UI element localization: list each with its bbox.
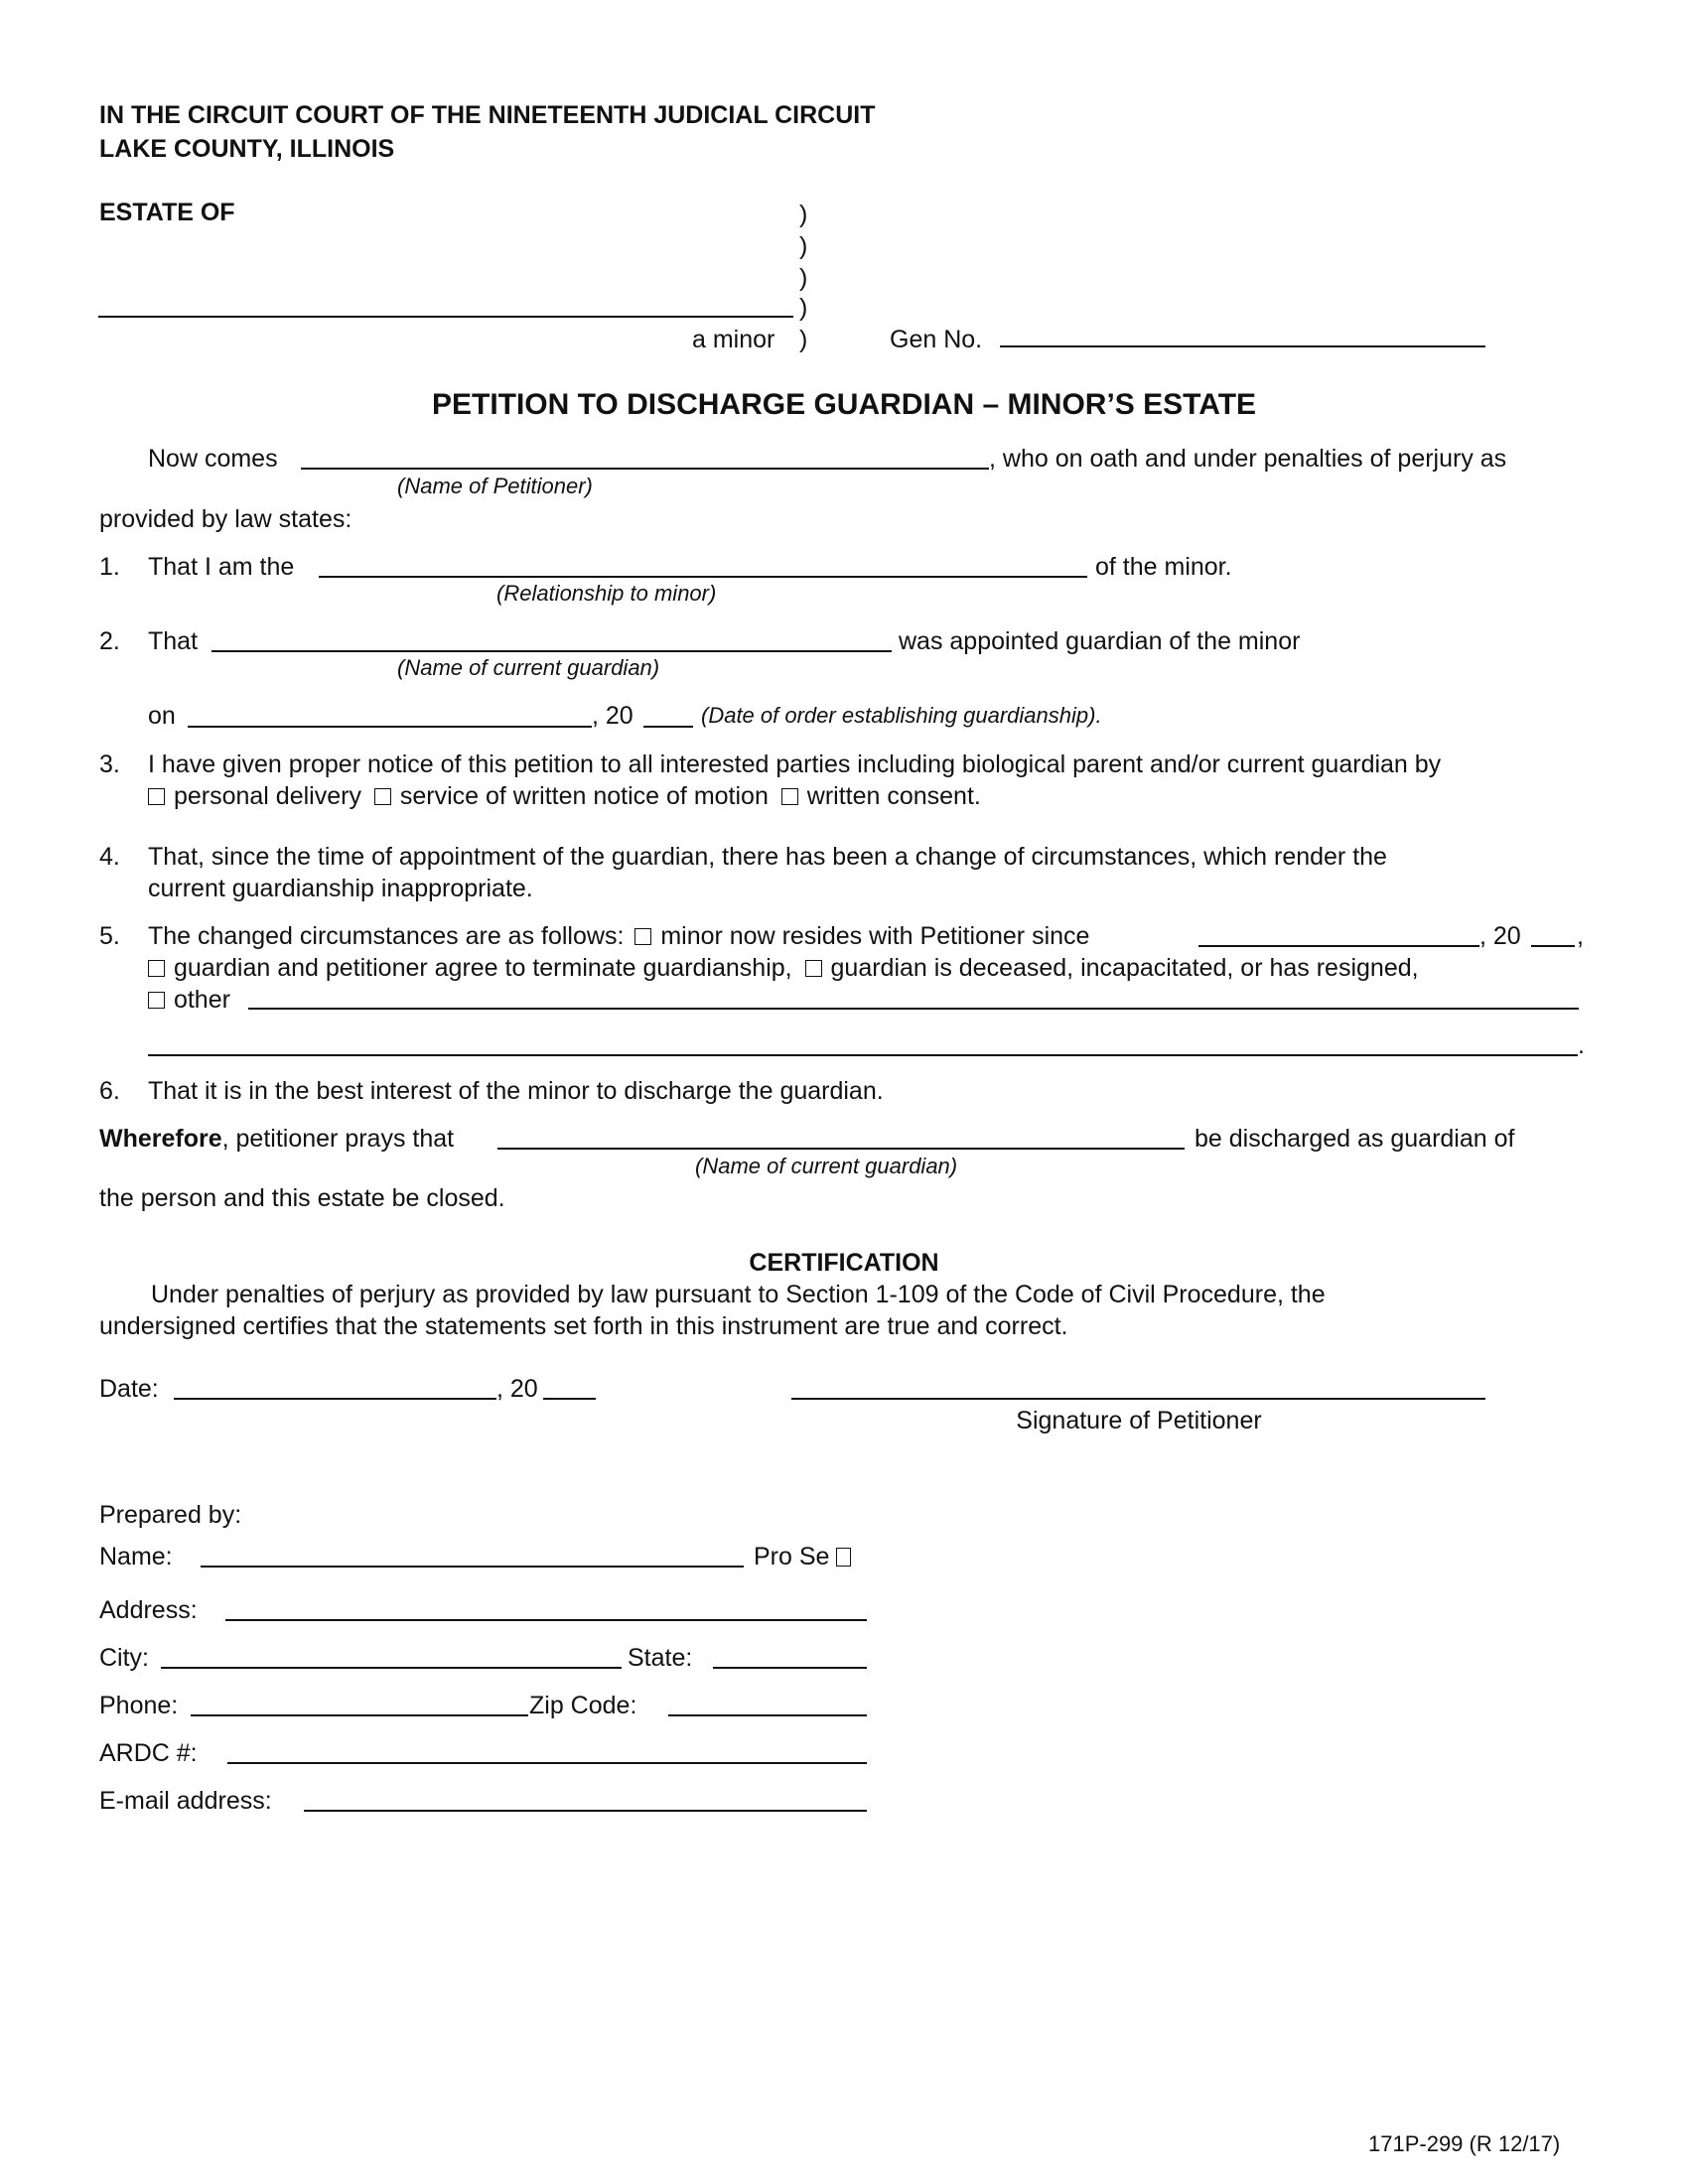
certification-text-line2: undersigned certifies that the statements set forth in this instrument are true and correct.	[99, 1312, 1068, 1340]
agree-terminate-label: guardian and petitioner agree to terminate guardianship,	[173, 954, 792, 982]
signature-year-field[interactable]	[543, 1398, 596, 1400]
other-explanation-field-line2[interactable]	[148, 1054, 1578, 1056]
guardian-deceased-checkbox[interactable]	[805, 960, 822, 977]
written-notice-label: service of written notice of motion	[399, 782, 769, 810]
page-title: PETITION TO DISCHARGE GUARDIAN – MINOR’S ESTATE	[431, 388, 1257, 421]
ardc-label: ARDC #:	[99, 1739, 198, 1767]
agree-terminate-checkbox[interactable]	[148, 960, 165, 977]
item-number: 5.	[99, 922, 120, 950]
relationship-hint: (Relationship to minor)	[496, 581, 717, 606]
ardc-field[interactable]	[227, 1762, 867, 1764]
appointment-date-hint: (Date of order establishing guardianship).	[701, 703, 1102, 728]
address-label: Address:	[99, 1596, 198, 1624]
appointment-year-field[interactable]	[643, 726, 693, 728]
item4-text-line2: current guardianship inappropriate.	[148, 875, 533, 902]
now-comes-label: Now comes	[148, 445, 278, 473]
petitioner-name-field[interactable]	[301, 468, 989, 470]
item-number: 6.	[99, 1077, 120, 1105]
resides-since-year-field[interactable]	[1531, 945, 1575, 947]
intro-continuation: provided by law states:	[99, 505, 352, 533]
preparer-name-label: Name:	[99, 1543, 173, 1570]
wherefore-suffix: be discharged as guardian of	[1195, 1125, 1515, 1153]
item6-text: That it is in the best interest of the minor to discharge the guardian.	[148, 1077, 884, 1105]
estate-name-field[interactable]	[98, 316, 793, 318]
court-name: IN THE CIRCUIT COURT OF THE NINETEENTH JUDICIAL CIRCUIT	[99, 101, 876, 129]
a-minor-label: a minor	[692, 326, 775, 353]
current-guardian-hint: (Name of current guardian)	[397, 655, 660, 680]
petitioner-name-hint: (Name of Petitioner)	[397, 474, 593, 498]
personal-delivery-label: personal delivery	[173, 782, 361, 810]
pro-se-label: Pro Se	[754, 1543, 830, 1570]
city-field[interactable]	[161, 1667, 622, 1669]
signature-date-field[interactable]	[174, 1398, 496, 1400]
on-label: on	[148, 702, 176, 730]
item2-suffix: was appointed guardian of the minor	[899, 627, 1301, 655]
appointment-date-field[interactable]	[188, 726, 592, 728]
item5-period: .	[1578, 1031, 1585, 1059]
other-checkbox[interactable]	[148, 992, 165, 1009]
item-number: 3.	[99, 751, 120, 778]
email-field[interactable]	[304, 1810, 867, 1812]
phone-label: Phone:	[99, 1692, 179, 1719]
written-notice-checkbox[interactable]	[374, 788, 391, 805]
written-consent-checkbox[interactable]	[781, 788, 798, 805]
item-number: 1.	[99, 553, 120, 581]
state-field[interactable]	[713, 1667, 867, 1669]
other-explanation-field[interactable]	[248, 1008, 1579, 1010]
other-label: other	[173, 986, 230, 1014]
item3-text: I have given proper notice of this petition to all interested parties including biological parent and/or current guardian by	[148, 751, 1442, 778]
item1-suffix: of the minor.	[1095, 553, 1232, 581]
year-prefix: , 20	[592, 702, 633, 730]
preparer-name-field[interactable]	[201, 1566, 744, 1568]
pro-se-checkbox[interactable]	[836, 1548, 851, 1567]
item1-text: That I am the	[148, 553, 295, 581]
year-prefix: , 20	[1479, 922, 1521, 950]
caption-paren: )	[799, 201, 808, 228]
wherefore-line2: the person and this estate be closed.	[99, 1184, 505, 1212]
year-prefix: , 20	[496, 1375, 538, 1403]
wherefore-label: Wherefore	[99, 1125, 222, 1153]
resides-since-date-field[interactable]	[1198, 945, 1479, 947]
item5-comma: ,	[1577, 922, 1584, 950]
resides-with-petitioner-checkbox[interactable]	[634, 928, 651, 945]
form-number: 171P-299 (R 12/17)	[1368, 2131, 1561, 2156]
certification-heading: CERTIFICATION	[749, 1249, 939, 1277]
wherefore-text: , petitioner prays that	[221, 1125, 455, 1153]
estate-of-label: ESTATE OF	[99, 199, 235, 226]
item4-text-line1: That, since the time of appointment of the guardian, there has been a change of circumstances, which render the	[148, 843, 1387, 871]
guardian-discharge-field[interactable]	[497, 1148, 1185, 1150]
gen-no-field[interactable]	[1000, 345, 1485, 347]
caption-paren: )	[799, 294, 808, 322]
caption-paren: )	[799, 232, 808, 260]
guardian-deceased-label: guardian is deceased, incapacitated, or has resigned,	[830, 954, 1419, 982]
city-label: City:	[99, 1644, 149, 1672]
court-county: LAKE COUNTY, ILLINOIS	[99, 135, 395, 163]
phone-field[interactable]	[191, 1714, 528, 1716]
relationship-field[interactable]	[319, 576, 1087, 578]
address-field[interactable]	[225, 1619, 867, 1621]
item-number: 2.	[99, 627, 120, 655]
item5-lead: The changed circumstances are as follows:	[148, 922, 625, 950]
prepared-by-heading: Prepared by:	[99, 1501, 242, 1529]
resides-with-petitioner-label: minor now resides with Petitioner since	[660, 922, 1090, 950]
petitioner-signature-field[interactable]	[791, 1398, 1485, 1400]
current-guardian-field[interactable]	[211, 650, 892, 652]
zip-label: Zip Code:	[529, 1692, 637, 1719]
caption-paren: )	[799, 326, 808, 353]
state-label: State:	[628, 1644, 693, 1672]
certification-text-line1: Under penalties of perjury as provided by law pursuant to Section 1-109 of the Code of Civil Procedure, the	[151, 1281, 1326, 1308]
gen-no-label: Gen No.	[890, 326, 983, 353]
personal-delivery-checkbox[interactable]	[148, 788, 165, 805]
email-label: E-mail address:	[99, 1787, 272, 1815]
item-number: 4.	[99, 843, 120, 871]
written-consent-label: written consent.	[806, 782, 981, 810]
item2-text: That	[148, 627, 199, 655]
intro-oath-text: , who on oath and under penalties of perjury as	[989, 445, 1507, 473]
signature-label: Signature of Petitioner	[1016, 1407, 1262, 1434]
caption-paren: )	[799, 264, 808, 292]
zip-field[interactable]	[668, 1714, 867, 1716]
date-label: Date:	[99, 1375, 159, 1403]
guardian-discharge-hint: (Name of current guardian)	[695, 1154, 958, 1178]
